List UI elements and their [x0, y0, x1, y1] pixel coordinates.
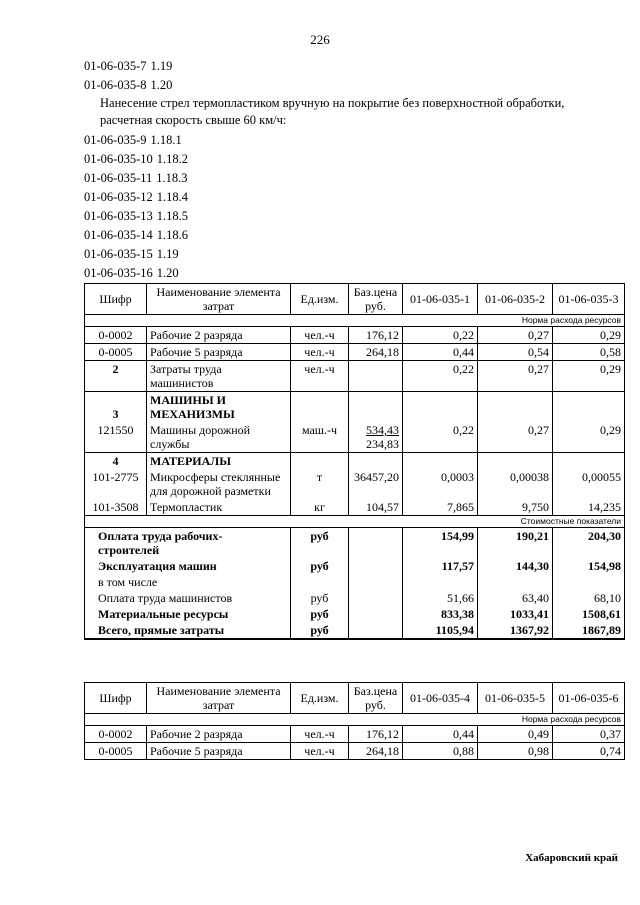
cost-value: 51,66 — [403, 590, 478, 606]
norm-label-row — [85, 714, 625, 726]
header-name: Наименование элемента затрат — [147, 284, 291, 315]
section-description — [84, 95, 624, 129]
cost-value: 1105,94 — [403, 622, 478, 639]
cost-row — [85, 574, 625, 590]
norm-label: Норма расхода ресурсов — [85, 714, 625, 726]
code: 01-06-035-14 — [84, 228, 153, 242]
table-row — [85, 499, 625, 516]
code-line — [84, 245, 624, 264]
code-ref: 1.19 — [150, 59, 173, 73]
header-col: 01-06-035-1 — [403, 284, 478, 315]
code-line — [84, 57, 624, 76]
row-price — [349, 392, 403, 423]
row-unit: маш.-ч — [291, 422, 349, 453]
header-col: 01-06-035-6 — [553, 683, 625, 714]
cost-unit: руб — [291, 528, 349, 559]
row-value: 14,235 — [553, 499, 625, 516]
table-row — [85, 469, 625, 499]
row-value: 0,58 — [553, 344, 625, 361]
name-line: службы — [150, 437, 190, 451]
code: 01-06-035-11 — [84, 171, 153, 185]
code-line — [84, 169, 624, 188]
cost-name: в том числе — [85, 574, 291, 590]
norm-label: Норма расхода ресурсов — [85, 315, 625, 327]
row-value: 0,44 — [403, 344, 478, 361]
header-col: 01-06-035-3 — [553, 284, 625, 315]
row-price: 176,12 — [349, 327, 403, 344]
table-row — [85, 392, 625, 423]
table-row — [85, 453, 625, 470]
row-name — [147, 469, 291, 499]
code-ref: 1.18.3 — [156, 171, 188, 185]
header-col: 01-06-035-2 — [478, 284, 553, 315]
code-line — [84, 76, 624, 95]
row-value: 0,27 — [478, 361, 553, 392]
row-value: 0,54 — [478, 344, 553, 361]
row-code: 0-0002 — [85, 327, 147, 344]
table-row — [85, 422, 625, 453]
row-price: 36457,20 — [349, 469, 403, 499]
row-code: 101-2775 — [85, 469, 147, 499]
name-line: Машины дорожной — [150, 423, 251, 437]
row-value: 0,00038 — [478, 469, 553, 499]
table-row — [85, 726, 625, 743]
table-header-row — [85, 284, 625, 315]
cost-value: 190,21 — [478, 528, 553, 559]
name-line: для дорожной разметки — [150, 484, 271, 498]
row-value: 0,29 — [553, 327, 625, 344]
row-value — [478, 392, 553, 423]
row-name: Рабочие 2 разряда — [147, 726, 291, 743]
cost-unit — [291, 574, 349, 590]
row-price: 264,18 — [349, 344, 403, 361]
name-line: МАШИНЫ И — [150, 393, 226, 407]
code-ref: 1.20 — [150, 78, 173, 92]
row-code: 121550 — [85, 422, 147, 453]
cost-label-row — [85, 516, 625, 528]
name-line: Затраты труда — [150, 362, 222, 376]
table-row — [85, 743, 625, 760]
cost-unit: руб — [291, 590, 349, 606]
cost-value: 1867,89 — [553, 622, 625, 639]
header-unit: Ед.изм. — [291, 683, 349, 714]
code: 01-06-035-15 — [84, 247, 153, 261]
cost-value: 68,10 — [553, 590, 625, 606]
cost-value — [553, 574, 625, 590]
name-line: МЕХАНИЗМЫ — [150, 407, 235, 421]
header-col: 01-06-035-4 — [403, 683, 478, 714]
cost-value: 154,98 — [553, 558, 625, 574]
row-value: 9,750 — [478, 499, 553, 516]
cost-price — [349, 590, 403, 606]
row-name: Рабочие 2 разряда — [147, 327, 291, 344]
cost-price — [349, 606, 403, 622]
row-value: 0,74 — [553, 743, 625, 760]
row-name: Рабочие 5 разряда — [147, 743, 291, 760]
table-row — [85, 361, 625, 392]
row-value: 0,0003 — [403, 469, 478, 499]
description-line: расчетная скорость свыше 60 км/ч: — [100, 113, 287, 127]
cost-unit: руб — [291, 606, 349, 622]
row-value: 7,865 — [403, 499, 478, 516]
row-code: 2 — [85, 361, 147, 392]
code-ref: 1.18.6 — [156, 228, 188, 242]
code-ref: 1.18.2 — [156, 152, 188, 166]
cost-value — [478, 574, 553, 590]
row-unit — [291, 453, 349, 470]
cost-price — [349, 574, 403, 590]
cost-label: Стоимостные показатели — [85, 516, 625, 528]
table-row — [85, 327, 625, 344]
row-price: 104,57 — [349, 499, 403, 516]
cost-row — [85, 590, 625, 606]
code-line — [84, 264, 624, 283]
resource-table-1 — [84, 283, 625, 640]
row-value: 0,00055 — [553, 469, 625, 499]
row-value: 0,22 — [403, 361, 478, 392]
code: 01-06-035-7 — [84, 59, 147, 73]
header-price: Баз.цена руб. — [349, 284, 403, 315]
row-code: 3 — [85, 392, 147, 423]
header-price: Баз.цена руб. — [349, 683, 403, 714]
code-ref: 1.19 — [156, 247, 179, 261]
name-line: машинистов — [150, 376, 214, 390]
code: 01-06-035-16 — [84, 266, 153, 280]
name-line: строителей — [98, 543, 160, 557]
row-value — [478, 453, 553, 470]
cost-name: Эксплуатация машин — [85, 558, 291, 574]
code-ref: 1.18.1 — [150, 133, 182, 147]
row-value: 0,98 — [478, 743, 553, 760]
row-unit: кг — [291, 499, 349, 516]
row-unit: т — [291, 469, 349, 499]
cost-price — [349, 558, 403, 574]
code-line — [84, 226, 624, 245]
row-unit: чел.-ч — [291, 361, 349, 392]
code-line — [84, 207, 624, 226]
code-ref: 1.18.5 — [156, 209, 188, 223]
cost-value: 144,30 — [478, 558, 553, 574]
row-name: Рабочие 5 разряда — [147, 344, 291, 361]
row-price: 264,18 — [349, 743, 403, 760]
row-name: МАТЕРИАЛЫ — [147, 453, 291, 470]
row-value: 0,88 — [403, 743, 478, 760]
row-price: 176,12 — [349, 726, 403, 743]
row-code: 0-0005 — [85, 743, 147, 760]
cost-row — [85, 622, 625, 639]
header-code: Шифр — [85, 284, 147, 315]
row-value — [403, 392, 478, 423]
cost-value: 833,38 — [403, 606, 478, 622]
row-unit: чел.-ч — [291, 726, 349, 743]
row-name: Термопластик — [147, 499, 291, 516]
row-code: 101-3508 — [85, 499, 147, 516]
price-line: 534,43 — [366, 423, 399, 437]
row-name — [147, 422, 291, 453]
code: 01-06-035-13 — [84, 209, 153, 223]
row-code: 4 — [85, 453, 147, 470]
row-value: 0,29 — [553, 361, 625, 392]
code-ref: 1.20 — [156, 266, 179, 280]
cost-row — [85, 606, 625, 622]
cost-value: 1033,41 — [478, 606, 553, 622]
code-list — [84, 57, 624, 283]
cost-value — [403, 574, 478, 590]
code: 01-06-035-12 — [84, 190, 153, 204]
row-value: 0,22 — [403, 327, 478, 344]
row-name — [147, 361, 291, 392]
code-line — [84, 150, 624, 169]
cost-name: Материальные ресурсы — [85, 606, 291, 622]
row-value — [553, 392, 625, 423]
row-price — [349, 361, 403, 392]
header-code: Шифр — [85, 683, 147, 714]
cost-price — [349, 622, 403, 639]
row-price — [349, 453, 403, 470]
cost-name: Всего, прямые затраты — [85, 622, 291, 639]
cost-unit: руб — [291, 558, 349, 574]
cost-value: 1508,61 — [553, 606, 625, 622]
code: 01-06-035-8 — [84, 78, 147, 92]
price-line: 234,83 — [366, 437, 399, 451]
row-value: 0,49 — [478, 726, 553, 743]
cost-unit: руб — [291, 622, 349, 639]
row-value: 0,37 — [553, 726, 625, 743]
cost-row — [85, 558, 625, 574]
name-line: Микросферы стеклянные — [150, 470, 281, 484]
cost-value: 154,99 — [403, 528, 478, 559]
cost-name: Оплата труда машинистов — [85, 590, 291, 606]
cost-value: 63,40 — [478, 590, 553, 606]
header-unit: Ед.изм. — [291, 284, 349, 315]
row-value: 0,27 — [478, 422, 553, 453]
row-unit — [291, 392, 349, 423]
cost-row — [85, 528, 625, 559]
description-line: Нанесение стрел термопластиком вручную на покрытие без поверхностной обработки, — [100, 96, 565, 110]
header-name: Наименование элемента затрат — [147, 683, 291, 714]
row-unit: чел.-ч — [291, 344, 349, 361]
row-value — [403, 453, 478, 470]
code: 01-06-035-9 — [84, 133, 147, 147]
cost-value: 117,57 — [403, 558, 478, 574]
header-col: 01-06-035-5 — [478, 683, 553, 714]
code-line — [84, 188, 624, 207]
row-value: 0,44 — [403, 726, 478, 743]
cost-name — [85, 528, 291, 559]
region-footer: Хабаровский край — [525, 852, 618, 864]
table-row — [85, 344, 625, 361]
row-value: 0,27 — [478, 327, 553, 344]
code-ref: 1.18.4 — [156, 190, 188, 204]
page-number: 226 — [310, 32, 330, 47]
row-price — [349, 422, 403, 453]
row-name — [147, 392, 291, 423]
code-line — [84, 131, 624, 150]
name-line: Оплата труда рабочих- — [98, 529, 223, 543]
norm-label-row — [85, 315, 625, 327]
cost-value: 204,30 — [553, 528, 625, 559]
row-code: 0-0002 — [85, 726, 147, 743]
code: 01-06-035-10 — [84, 152, 153, 166]
cost-price — [349, 528, 403, 559]
row-value: 0,22 — [403, 422, 478, 453]
row-value: 0,29 — [553, 422, 625, 453]
cost-value: 1367,92 — [478, 622, 553, 639]
row-code: 0-0005 — [85, 344, 147, 361]
row-unit: чел.-ч — [291, 327, 349, 344]
row-unit: чел.-ч — [291, 743, 349, 760]
resource-table-2 — [84, 682, 625, 760]
row-value — [553, 453, 625, 470]
table-header-row — [85, 683, 625, 714]
